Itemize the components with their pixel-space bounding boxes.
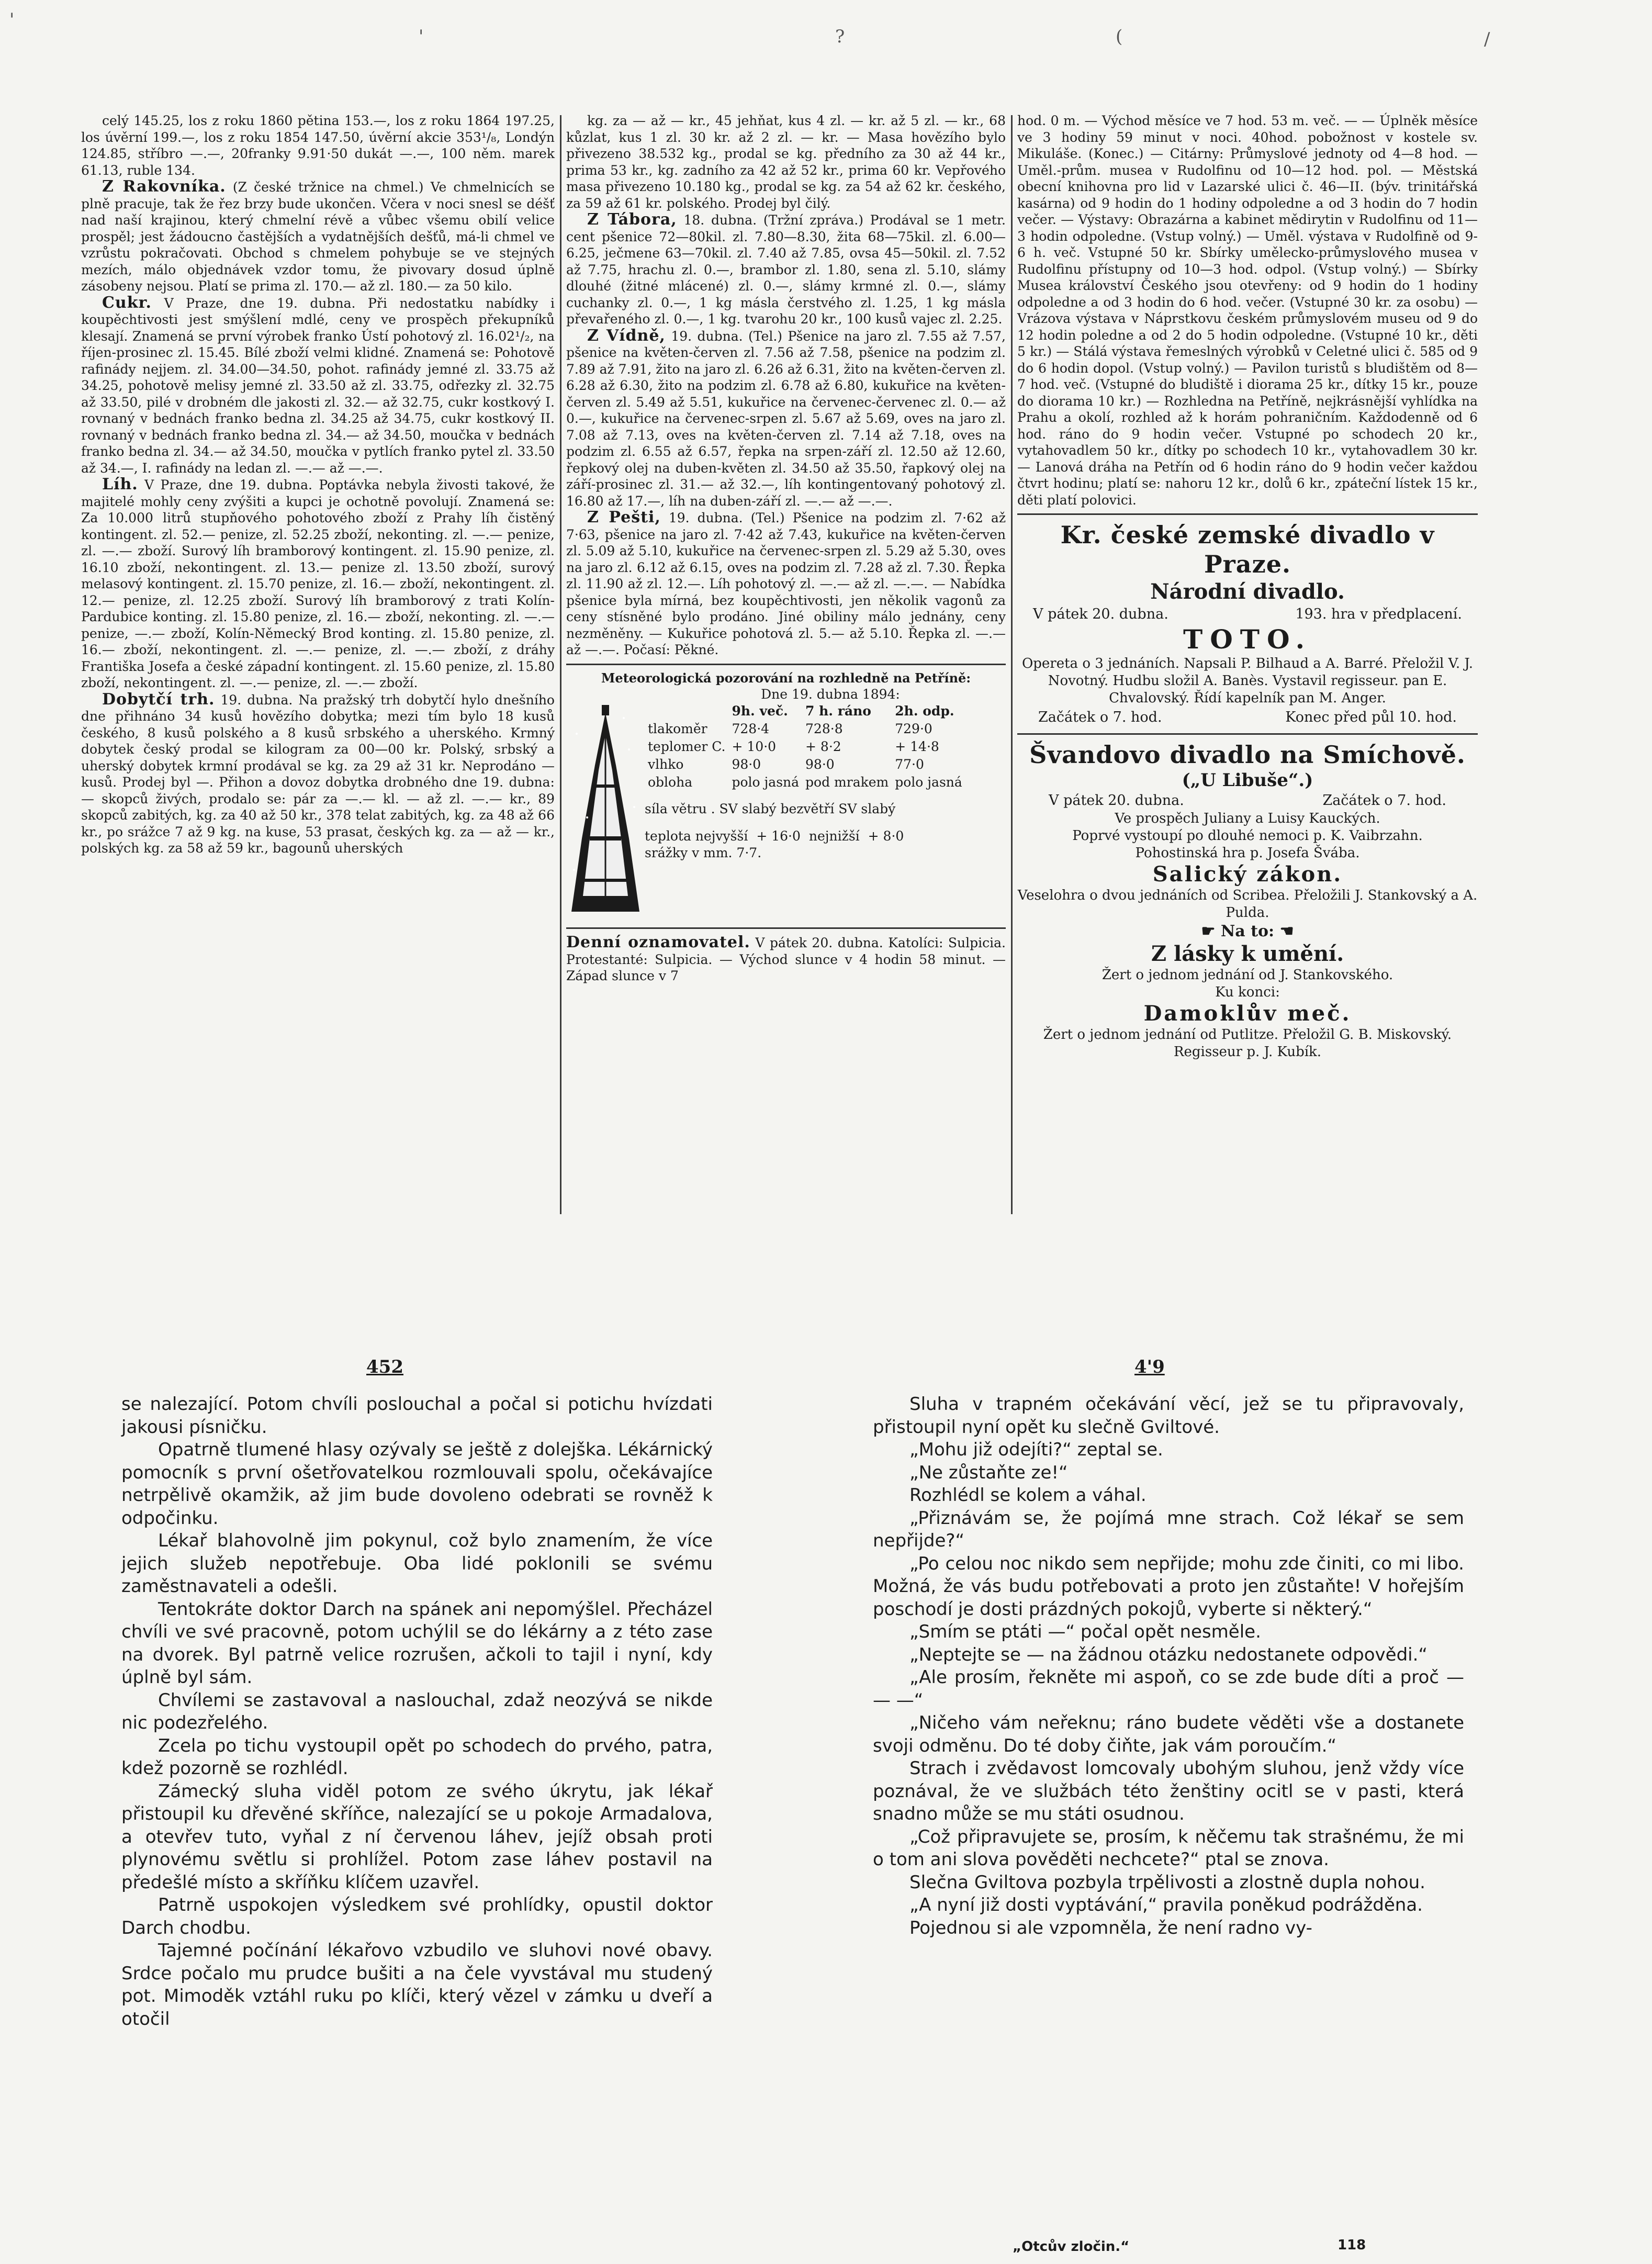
play-title: TOTO. (1183, 624, 1312, 655)
article-text: kg. za — až — kr., 45 jehňat, kus 4 zl. — kr. až 5 zl. — kr., 68 kůzlat, kus 1 zl. 30 kr. až 2 zl. — kr. — Masa hovězího bylo přivezeno 38.532 kg., prodal se kg. předního za 30 až 44 kr., prima 53 kr., kg. zadního za 42 až 52 kr., prima 60 kr. Vepřového masa přivezeno 10.180 kg., prodal se kg. za 54 až 62 kr. českého, za 59 až 61 kr. polského. Prodej byl čilý. (566, 113, 1006, 211)
novel-paragraph: Lékař blahovolně jim pokynul, což bylo znamením, že více jejich služeb nepotřebuje. Oba lidé poklonili se svému zaměstnavateli a odešli. (121, 1530, 713, 1597)
theater-national (1017, 520, 1478, 728)
theater-subtitle: („U Libuše“.) (1182, 770, 1313, 791)
theater-date: V pátek 20. dubna. (1049, 792, 1184, 809)
article-heading: Cukr. (102, 293, 152, 312)
footer-page-number: 118 (1338, 2237, 1366, 2253)
novel-paragraph: Zámecký sluha viděl potom ze svého úkrytu, jak lékař přistoupil ku dřevěné skříňce, nalezající se u pokoje Armadalova, a otevřev tuto, vyňal z ní červenou láhev, jejíž obsah proti plynovému světlu si prohlížel. Potom zase láhev postavil na předešlé místo a skříňku klíčem uzavřel. (121, 1780, 713, 1893)
meteo-temp-label: teplota nejvyšší (645, 828, 748, 844)
article-heading: Líh. (102, 475, 138, 494)
novel-paragraph: Patrně uspokojen výsledkem své prohlídky, opustil doktor Darch chodbu. (121, 1895, 713, 1938)
meteo-cell: 77·0 (895, 757, 924, 772)
article-text: V Praze, dne 19. dubna. Poptávka nebyla živosti takové, že majitelé mohly ceny zvýšiti a kupci je ochotně povolují. Znamená se: Za 10.000 litrů stupňového pohotového zboží z Prahy líh čistěný kontingent. zl. 52.— penize, zl. 52.25 zboží, nekonting. zl. —.— penize, zl. —.— zboží. Surový líh bramborový kontingent. zl. 15.90 penize, zl. 16.10 zboží, nekontingent. zl. 13.— penize zl. 13.50 zboží, surový melasový kontingent. zl. 15.70 penize, zl. 16.— zboží, nekontingent. zl. 12.— penize, zl. 12.25 zboží. Surový líh bramborový z trati Kolín-Pardubice konting. zl. 15.80 penize, zl. 16.— zboží, nekonting. zl. —.— penize, —.— zboží, Kolín-Německý Brod konting. zl. 15.80 penize, zl. 16.— zboží, nekontingent. zl. —.— penize, zl. —.— zboží, z dráhy Františka Josefa a české západní kontingent. zl. 15.60 penize, zl. 15.80 zboží, nekontingent. zl. —.— penize, zl. —.— zboží. (81, 477, 555, 690)
footer-title: „Otcův zločin.“ (1013, 2239, 1130, 2255)
theater-title: Kr. české zemské divadlo v Praze. (1060, 521, 1435, 578)
meteo-cell: vlhko (648, 757, 684, 772)
calendar-paragraph (566, 934, 1006, 984)
meteo-header: 2h. odp. (895, 703, 954, 719)
meteo-date: Dne 19. dubna 1894: (761, 686, 900, 702)
meteo-cell: obloha (648, 775, 693, 790)
novel-paragraph: „Mohu již odejíti?“ zeptal se. (909, 1439, 1163, 1460)
novel-paragraph: Tajemné počínání lékařovo vzbudilo ve sluhovi nové obavy. Srdce počalo mu prudce bušiti a na čele vyvstával mu studený pot. Mimoděk vztáhl ruku po klíči, který vězel v zámku u dveří a otočil (121, 1940, 713, 2030)
meteo-cell: pod mrakem (805, 775, 889, 790)
meteo-section (566, 670, 1006, 923)
book-page-left (121, 1393, 713, 2031)
novel-paragraph: Slečna Gviltova pozbyla trpělivosti a zlostně dupla nohou. (909, 1871, 1425, 1893)
newspaper-column-2 (566, 113, 1006, 984)
play-start: Začátek o 7. hod. (1038, 709, 1162, 725)
novel-paragraph: Pojednou si ale vzpomněla, že není radno vy- (909, 1917, 1312, 1938)
article-text: hod. 0 m. — Východ měsíce ve 7 hod. 53 m. več. — — Úplněk měsíce ve 3 hodiny 59 minut v noci. 40hod. pobožnost v kostele sv. Mikuláše. (Konec.) — Citárny: Průmyslové jednoty od 4—8 hod. — Uměl.-prům. musea v Rudolfinu od 10—12 hod. pol. — Městská obecní knihovna pro lid v Lazarské ulici č. 46—II. (býv. trinitářská kasárna) od 9 hodin do 1 hodiny odpoledne a od 3 hodin do 7 hodin večer. — Výstavy: Obrazárna a kabinet mědirytin v Rudolfinu od 11—3 hodin odpoledne. (Vstup volný.) — Uměl. výstava v Rudolfině od 9-6 h. več. Vstupné 50 kr. Sbírky umělecko-průmyslového musea v Rudolfinu přístupny od 10—3 hod. odpol. (Vstup volný.) — Sbírky Musea království Českého jsou otevřeny: od 9 hodin do 1 hodiny odpoledne a od 3 hodin do 6 hod. večer. (Vstupné 30 kr. za osobu) — Vrázova výstava v Náprstkovu českém průmyslovém museu od 9 do 12 hodin poledne a od 2 do 5 hodin odpoledne. (Vstupné 10 kr., děti 5 kr.) — Stálá výstava řemeslných výrobků v Celetné ulici č. 585 od 9 do 6 hodin dopol. (Vstup volný.) — Pavilon turistů s bludištěm od 8—7 hod. več. (Vstupné do bludiště i diorama 25 kr., dítky 15 kr., pouze do diorama 10 kr.) — Rozhledna na Petříně, nejkrásnější vyhlídka na Prahu a okolí, rozhled až k horám pohraničním. Každodenně od 6 hod. ráno do 9 hodin večer. Vstupné po schodech 20 kr., vytahovadlem 50 kr., dítky po schodech 10 kr., vytahovadlem 30 kr. — Lanová dráha na Petřín od 6 hodin ráno do 9 hodin večer každou čtvrt hodinu; platí se: nahoru 12 kr., dolů 6 kr., zpáteční lístek 15 kr., děti platí polovici. (1017, 113, 1478, 508)
hand-pointer-icon: ☛ (1201, 922, 1221, 940)
meteo-cell: + 8·2 (805, 739, 841, 754)
meteo-row (645, 738, 965, 756)
article-text: 19. dubna. Na pražský trh dobytčí hylo dnešního dne přihnáno 34 kusů hovězího dobytka; mezi tím bylo 18 kusů českého, 8 kusů polského a 8 kusů srbského a uherského. Krmný dobytek český prodal se kilogram za 00—00 kr. Polský, srbský a uherský dobytek krmní prodával se kg. za 29 až 31 kr. Neprodáno — kusů. Prodej byl —. Přihon a dovoz dobytka drobného dne 19. dubna: — skopců živých, prodalo se: pár za —.— kl. — až zl. —.— kr., 89 skopců zabitých, kg. za 40 až 50 kr., 378 telat zabitých, kg. za 48 až 66 kr., po srážce 7 až 9 kg. na kuse, 53 prasat, českých kg. za — až — kr., polských kg. za 58 až 59 kr., bagounů uherských (81, 692, 555, 856)
novel-paragraph: Tentokráte doktor Darch na spánek ani nepomýšlel. Přecházel chvíli ve své pracovně, potom uchýlil se do lékárny a z této zase na dvorek. Byl patrně velice rozrušen, ačkoli to tajil i nyní, kdy úplně byl sám. (121, 1598, 713, 1688)
play-title: Damoklův meč. (1143, 1001, 1352, 1026)
novel-paragraph: Zcela po tichu vystoupil opět po schodech do prvého, patra, kdež pozorně se rozhlédl. (121, 1735, 713, 1779)
theater-start: Začátek o 7. hod. (1322, 792, 1446, 809)
theater-rule-1 (1017, 513, 1478, 515)
meteo-cell: 728·4 (732, 721, 770, 736)
meteo-temp-low-label: nejnižší (808, 828, 860, 844)
edge-mark-2: ' (419, 26, 424, 47)
play-title: Salický zákon. (1152, 862, 1343, 887)
article-heading: Z Tábora, (587, 210, 677, 229)
meteo-cell: + 10·0 (732, 739, 777, 754)
article-paragraph (1017, 113, 1478, 508)
meteo-header: 7 h. ráno (805, 703, 871, 719)
theater-rule-2 (1017, 733, 1478, 735)
article-paragraph (566, 328, 1006, 510)
play-description: Žert o jednom jednání od J. Stankovského. (1102, 967, 1393, 983)
article-text: 18. dubna. (Tržní zpráva.) Prodával se 1 metr. cent pšenice 72—80kil. zl. 7.80—8.30, žita 68—75kil. zl. 6.00—6.25, ječmene 63—70kil. zl. 7.40 až 7.85, ovsa 45—50kil. zl. 7.52 až 7.75, hrachu zl. 0.—, brambor zl. 1.80, sena zl. 5.10, slámy dlouhé (žitné mlácené) zl. 0.—, slámy krmné zl. 0.—, slámy cuchanky zl. 0.—, 1 kg másla čerstvého zl. 1.25, 1 kg másla převařeného zl. 0.—, 1 kg. tvarohu 20 kr., 100 kusů vajec zl. 2.25. (566, 212, 1006, 327)
page-number-right: 4'9 (1134, 1357, 1165, 1377)
novel-paragraph: „Neptejte se — na žádnou otázku nedostanete odpovědi.“ (909, 1644, 1428, 1665)
article-heading: Z Vídně, (587, 326, 666, 345)
meteo-row (645, 720, 965, 738)
meteo-header-row (645, 702, 965, 720)
article-text: (Z české tržnice na chmel.) Ve chmelnicích se plně pracuje, tak že řez brzy bude ukončen. Včera v noci snesl se déšť nad naší krajinou, který chmelní révě a vůbec všemu obilí velice prospěl; jest žádoucno častějších a vydatnějších dešťů, má-li chmel ve vzrůstu pokračovati. Obchod s chmelem pohybuje se ve stejných mezích, málo objednávek vzdor tomu, že pivovary dosud úplně zásobeny nejsou. Platí se prima zl. 170.— až zl. 180.— za 50 kilo. (81, 180, 555, 294)
meteo-cell: 729·0 (895, 721, 932, 736)
calendar-rule (566, 927, 1006, 929)
theater-subtitle: Národní divadlo. (1150, 579, 1345, 604)
novel-paragraph: „Ale prosím, řekněte mi aspoň, co se zde bude díti a proč — — —“ (873, 1667, 1464, 1711)
meteo-cell: 98·0 (732, 757, 761, 772)
article-paragraph (81, 476, 555, 691)
novel-paragraph: „Ne zůstaňte ze!“ (909, 1462, 1068, 1483)
novel-paragraph: Opatrně tlumené hlasy ozývaly se ještě z dolejška. Lékárnický pomocník s první ošetřovatelkou rozmlouvali spolu, očekávajíce netrpělivě okamžik, až jim bude dovoleno odebrati se rovněž k odpočinku. (121, 1439, 713, 1529)
play-description: Opereta o 3 jednáních. Napsali P. Bilhaud a A. Barré. Přeložil V. J. Novotný. Hudbu složil A. Banès. Vystavil regisseur. pan E. Chvalovský. Řídí kapelník pan M. Anger. (1021, 656, 1474, 706)
column-divider-1 (560, 115, 561, 1214)
theater-date: V pátek 20. dubna. (1033, 606, 1168, 622)
meteo-row (645, 774, 965, 791)
meteo-cell: tlakoměr (648, 721, 707, 736)
novel-paragraph: „Ničeho vám neřeknu; ráno budete věděti vše a dostanete svoji odměnu. Do té doby čiňte, jak vám poroučím.“ (873, 1712, 1464, 1756)
calendar-text: V pátek 20. dubna. Katolíci: Sulpicia. Protestanté: Sulpicia. — Východ slunce v 4 hodin 58 minut. — Západ slunce v 7 (566, 935, 1006, 983)
play-description: Žert o jednom jednání od Putlitze. Přeložil G. B. Miskovský. Regisseur p. J. Kubík. (1043, 1027, 1452, 1060)
meteo-wind: síla větru . SV slabý bezvětří SV slabý (645, 801, 896, 816)
novel-paragraph: Sluha v trapném očekávání věcí, jež se tu připravovaly, přistoupil nyní opět ku slečně Gviltové. (873, 1394, 1464, 1438)
meteo-title: Meteorologická pozorování na rozhledně na Petříně: (601, 670, 971, 686)
edge-mark-3: ? (835, 26, 845, 47)
article-paragraph (566, 211, 1006, 328)
theater-subscription: 193. hra v předplacení. (1295, 606, 1462, 622)
article-text: 19. dubna. (Tel.) Pšenice na podzim zl. 7·62 až 7·63, pšenice na jaro zl. 7·42 až 7.43, kukuřice na květen-červen zl. 5.09 až 5.10, kukuřice na červenec-srpen zl. 5.29 až 5.30, oves na jaro zl. 6.12 až 6.15, oves na podzim zl. 7.28 až zl. 7.30. Řepka zl. 11.90 až zl. 12.—. Líh pohotový zl. —.— až zl. —.—. — Nabídka pšenice byla mírná, bez koupěchtivosti, jen několik vagonů za ceny stísněné bylo prodáno. Jiné obiliny málo jednány, ceny nezměněny. — Kukuřice pohotová zl. 5.— až 5.10. Řepka zl. —.— až —.—. Počasí: Pěkné. (566, 510, 1006, 657)
article-paragraph (81, 113, 555, 178)
meteo-cell: + 14·8 (895, 739, 939, 754)
meteo-header: 9h. več. (732, 703, 788, 719)
novel-paragraph: Chvílemi se zastavoval a naslouchal, zdaž neozývá se nikde nic podezřelého. (121, 1689, 713, 1733)
column-divider-2 (1011, 115, 1013, 1214)
newspaper-column-3 (1017, 113, 1478, 1061)
play-title: Z lásky k umění. (1151, 942, 1344, 966)
article-text: celý 145.25, los z roku 1860 pětina 153.—, los z roku 1864 197.25, los úvěrní 199.—, los z roku 1854 147.50, úvěrní akcie 353¹/₈, Londýn 124.85, stříbro —.—, 20franky 9.91·50 dukát —.—, 100 něm. marek 61.13, ruble 134. (81, 113, 555, 178)
novel-paragraph: „Což připravujete se, prosím, k něčemu tak strašnému, že mi o tom ani slova pověděti nechcete?“ ptal se znova. (873, 1826, 1464, 1870)
edge-mark-5: / (1484, 29, 1490, 50)
play-pre: Pohostinská hra p. Josefa Švába. (1135, 845, 1360, 861)
theater-svanda (1017, 740, 1478, 1061)
book-page-right (873, 1393, 1464, 1940)
play-end: Konec před půl 10. hod. (1285, 709, 1457, 725)
article-paragraph (81, 178, 555, 295)
novel-paragraph: „Smím se ptáti —“ počal opět nesměle. (909, 1621, 1261, 1642)
petrin-tower-illustration (566, 702, 645, 922)
novel-paragraph: Strach i zvědavost lomcovaly ubohým sluhou, jenž vždy více poznával, že ve službách této ženštiny ocitl se v pasti, která snadno může se mu státi osudnou. (873, 1758, 1464, 1824)
article-heading: Z Rakovníka. (102, 177, 226, 196)
play-pre: Ku konci: (1215, 984, 1280, 1000)
article-text: 19. dubna. (Tel.) Pšenice na jaro zl. 7.55 až 7.57, pšenice na květen-červen zl. 7.56 až 7.58, pšenice na podzim zl. 7.89 až 7.91, žito na jaro zl. 6.26 až 6.31, žito na květen-červen zl. 6.28 až 6.30, žito na podzim zl. 6.78 až 6.80, kukuřice na květen-červen zl. 5.49 až 5.51, kukuřice na červenec-červenec zl. 0.— až 0.—, kukuřice na červenec-srpen zl. 5.67 až 5.69, oves na jaro zl. 7.08 až 7.13, oves na květen-červen zl. 7.14 až 7.18, oves na podzim zl. 6.55 až 6.57, řepka na srpen-září zl. 12.50 až 12.60, řepkový olej na duben-květen zl. 34.50 až 35.50, řapkový olej na září-prosinec zl. 31.— až 32.—, líh kontingentovaný pohotový zl. 16.80 až 17.—, líh na duben-září zl. —.— až —.—. (566, 328, 1006, 509)
article-heading: Z Pešti, (587, 508, 661, 526)
meteo-temp-high: + 16·0 (756, 828, 801, 844)
meteo-cell: polo jasná (895, 775, 962, 790)
play-pre: Na to: (1220, 922, 1275, 940)
page-number-left: 452 (366, 1357, 403, 1377)
meteo-rule (566, 664, 1006, 665)
calendar-heading: Denní oznamovatel. (566, 933, 750, 951)
article-paragraph (566, 113, 1006, 211)
meteo-cell: polo jasná (732, 775, 800, 790)
article-heading: Dobytčí trh. (102, 690, 215, 709)
meteo-temp-low: + 8·0 (868, 828, 904, 844)
article-paragraph (81, 295, 555, 477)
meteo-precip: srážky v mm. 7·7. (645, 845, 762, 860)
novel-paragraph: „Po celou noc nikdo sem nepřijde; mohu zde činiti, co mi libo. Možná, že vás budu potřebovati a proto jen zůstaňte! V hořejším poschodí je dosti prázdných pokojů, vyberte si některý.“ (873, 1553, 1464, 1620)
meteo-row (645, 756, 965, 774)
novel-paragraph: „A nyní již dosti vyptávání,“ pravila poněkud podrážděna. (909, 1895, 1423, 1915)
article-paragraph (566, 509, 1006, 658)
novel-paragraph: se nalezající. Potom chvíli poslouchal a počal si potichu hvízdati jakousi písničku. (121, 1394, 713, 1438)
play-description: Veselohra o dvou jednáních od Scribea. Přeložili J. Stankovský a A. Pulda. (1017, 888, 1478, 921)
theater-benefit: Ve prospěch Juliany a Luisy Kauckých. (1115, 811, 1380, 826)
meteo-cell: 98·0 (805, 757, 835, 772)
article-text: V Praze, dne 19. dubna. Při nedostatku nabídky i koupěchtivosti jest smýšlení mdlé, ceny ve prospěch překupníků klesají. Znamená se první výrobek franko Ústí pohotový zl. 16.02¹/₂, na říjen-prosinec zl. 15.45. Bílé zboží velmi klidné. Znamená se: Pohotově rafinády nejjem. zl. 34.00—34.50, pohot. rafinády jemné zl. 33.75 až 34.25, pohotově melisy jemné zl. 33.50 až zl. 33.75, odřezky zl. 32.75 až 33.50, pilé v drobném dle jakosti zl. 32.— až 32.75, cukr kostkový I. rovnaný v bednách franko bedna zl. 34.25 až 34.75, cukr kostkový II. rovnaný v bednách franko bedna zl. 34.— až 34.50, moučka v bednách franko bedna zl. 34.— až 34.50, moučka v pytlích franko pytel zl. 33.50 až 34.—, I. rafinády na ledan zl. —.— až —.—. (81, 295, 555, 476)
novel-paragraph: „Přiznávám se, že pojímá mne strach. Což lékař se sem nepřijde?“ (873, 1507, 1464, 1551)
novel-paragraph: Rozhlédl se kolem a váhal. (909, 1485, 1147, 1506)
newspaper-column-1 (81, 113, 555, 857)
meteo-cell: teplomer C. (648, 739, 726, 754)
article-paragraph (81, 691, 555, 857)
theater-note: Poprvé vystoupí po dlouhé nemoci p. K. Vaibrzahn. (1072, 828, 1423, 844)
theater-title: Švandovo divadlo na Smíchově. (1029, 741, 1466, 769)
meteo-table (645, 702, 965, 791)
edge-mark-4: ( (1116, 26, 1123, 47)
edge-mark-1: ' (9, 9, 15, 30)
meteo-cell: 728·8 (805, 721, 843, 736)
hand-pointer-icon: ☚ (1274, 922, 1294, 940)
